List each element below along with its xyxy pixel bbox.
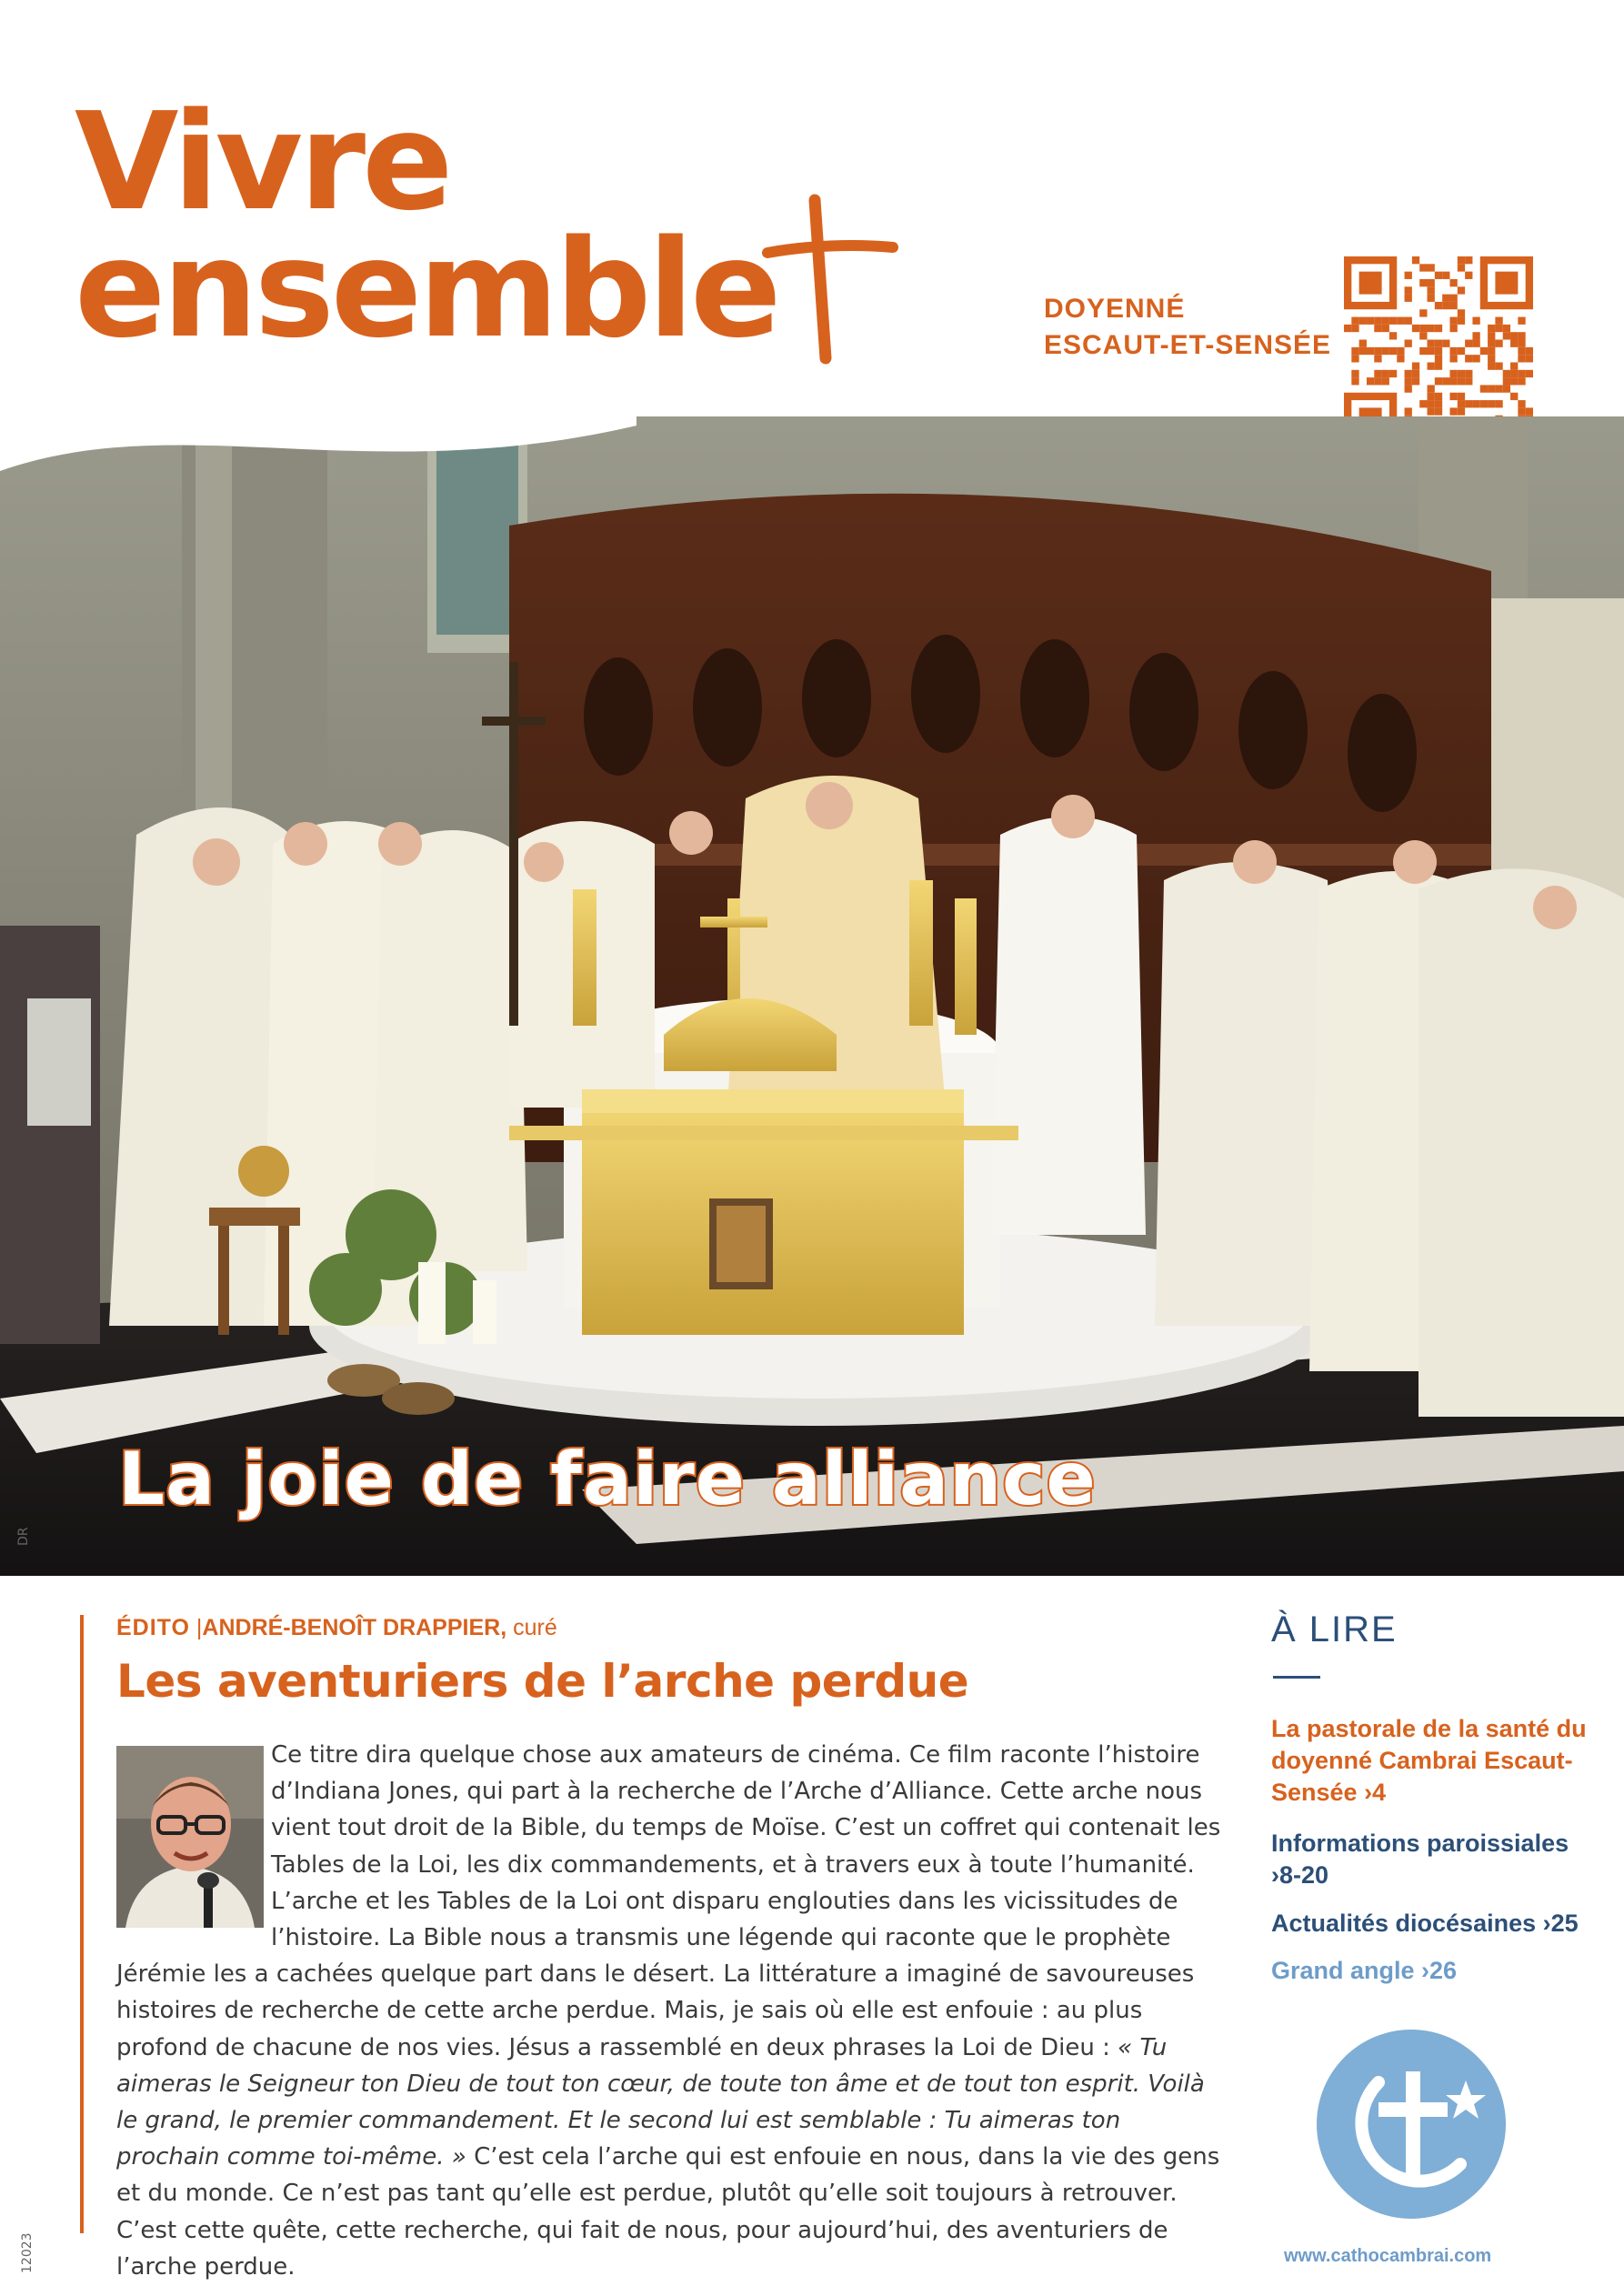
edito-author-role: curé [513,1615,557,1640]
edito-body [116,1737,1230,2285]
print-code: 12023 [20,2232,35,2273]
cover-headline: La joie de faire alliance [118,1437,1097,1521]
deanery-line-2: ESCAUT-ET-SENSÉE [1044,330,1332,360]
edito-separator: | [195,1615,203,1640]
deanery-name [1044,291,1331,364]
diocese-logo-icon [1315,2028,1508,2221]
edito-kicker [116,1615,557,1641]
magazine-title [75,84,778,367]
toc-item-informations[interactable]: Informations paroissiales ›8-20 [1271,1830,1569,1889]
edito-text-quote: « Tu aimeras le Seigneur ton Dieu de tout ton cœur, de toute ton âme et de tout ton esprit. Voilà le grand, le premier commandement. Et le second lui est semblable : Tu aimeras ton prochain comme toi-même. » [116,2033,1205,2171]
title-line-2: ensemble [75,211,778,367]
deanery-line-1: DOYENNÉ [1044,294,1186,324]
toc-rule [1273,1676,1320,1679]
cross-icon [762,193,898,366]
edito-accent-bar [80,1615,84,2233]
website-link[interactable]: www.cathocambrai.com [1284,2246,1492,2266]
toc-item-pastorale[interactable]: La pastorale de la santé du doyenné Cambrai Escaut-Sensée ›4 [1271,1715,1587,1806]
cover-photo [0,416,1624,1576]
title-line-1: Vivre [75,84,450,240]
edito-label: ÉDITO [116,1615,190,1640]
toc-item-actualites[interactable]: Actualités diocésaines ›25 [1271,1910,1579,1937]
edito-author: ANDRÉ-BENOÎT DRAPPIER, [202,1615,507,1640]
toc-heading: À LIRE [1271,1609,1398,1649]
edito-title: Les aventuriers de l’arche perdue [116,1655,969,1708]
edito-text-plain: Ce titre dira quelque chose aux amateurs de cinéma. Ce film raconte l’histoire d’Indiana Jones, qui part à la recherche de l’Arche d’Alliance. Cette arche nous vient tout droit de la Bible, du temps de Moïse. C’est un coffret qui contenait les Tables de la Loi, les dix commandements, et à travers eux à toute l’humanité. L’arche et les Tables de la Loi ont disparu englouties dans les vicissitudes de l’histoire. La Bible nous a transmis une légende qui raconte que le prophète Jérémie les a cachées quelque part dans le désert. La littérature a imaginé de savoureuses histoires de recherche de cette arche perdue. Mais, je sais où elle est enfouie : au plus profond de chacune de nos vies. Jésus a rassemblé en deux phrases la Loi de Dieu : [116,1741,1221,2061]
edito-text-end: C’est cela l’arche qui est enfouie en nous, dans la vie des gens et du monde. Ce n’est pas tant qu’elle est perdue, plutôt qu’elle soit toujours à retrouver. C’est cette quête, cette recherche, qui fait de nous, pour aujourd’hui, des aventuriers de l’arche perdue. [116,2143,1220,2281]
photo-credit: DR [16,1527,31,1546]
author-portrait [116,1746,264,1928]
toc-item-grand-angle[interactable]: Grand angle ›26 [1271,1957,1458,1984]
